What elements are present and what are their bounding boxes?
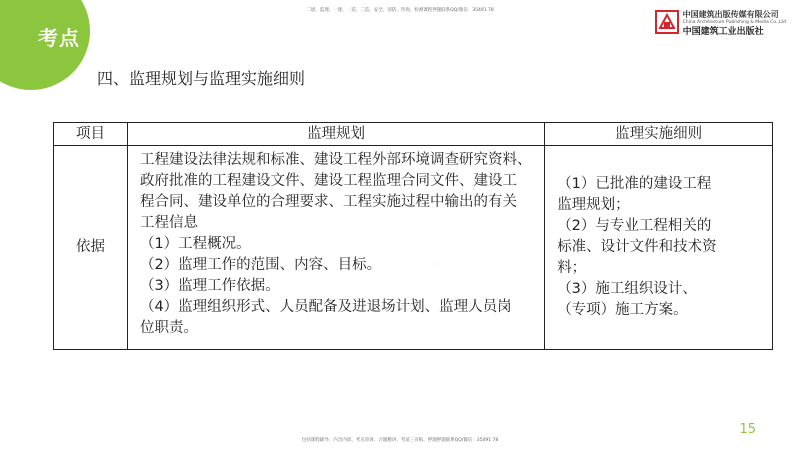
plan-line: （3）监理工作依据。 (139, 278, 280, 294)
header-item: 项目 (54, 123, 128, 146)
plan-line: （1）工程概况。 (139, 236, 251, 252)
publisher-block (655, 10, 786, 39)
publisher-name-cn: 中国建筑出版传媒有限公司 (682, 10, 779, 19)
badge-label: 考点 (38, 26, 80, 50)
row-item: 依据 (54, 146, 128, 350)
plan-cell (127, 146, 544, 350)
table-row (54, 146, 773, 350)
plan-line: 程合同、建设单位的合理要求、工程实施过程中输出的有关 (139, 194, 517, 210)
footer-note: 包括课程辅导、内含内训、考点串讲、习题精讲、考前三页纸、押题押题联系QQ/微信：35491 78 (301, 438, 499, 443)
detail-line: （专项）施工方案。 (557, 302, 688, 318)
detail-line: 料； (557, 260, 587, 276)
detail-cell (545, 146, 773, 350)
table-header-row (54, 123, 773, 146)
comparison-table (53, 122, 773, 350)
publisher-name-en: China Architecture Publishing & Media Co.,Ltd (682, 20, 786, 25)
detail-line: （3）施工组织设计、 (557, 281, 697, 297)
plan-line: 位职责。 (139, 320, 198, 336)
plan-line: 政府批准的工程建设文件、建设工程监理合同文件、建设工 (139, 173, 517, 189)
plan-line: 工程建设法律法规和标准、建设工程外部环境调查研究资料、 (139, 152, 532, 168)
detail-line: 监理规划； (557, 197, 630, 213)
watermark: · · · (431, 260, 440, 269)
page-number: 15 (739, 422, 756, 437)
publisher-name-calligraphy: 中国建筑工业出版社 (682, 27, 764, 37)
section-title: 四、监理规划与监理实施细则 (97, 69, 306, 88)
plan-line: 工程信息 (139, 215, 198, 231)
publisher-logo-icon (655, 10, 679, 34)
header-plan: 监理规划 (127, 123, 544, 146)
plan-line: （2）监理工作的范围、内容、目标。 (139, 257, 382, 273)
header-note: 二建、监理、一建、一造、二造、安全、消防、咨询、检测课程押题联系QQ/微信：35491 78 (306, 8, 494, 13)
detail-line: （1）已批准的建设工程 (557, 176, 712, 192)
plan-line: （4）监理组织形式、人员配备及进退场计划、监理人员岗 (139, 299, 512, 315)
detail-line: 标准、设计文件和技术资 (557, 239, 717, 255)
header-detail: 监理实施细则 (545, 123, 773, 146)
detail-line: （2）与专业工程相关的 (557, 218, 712, 234)
